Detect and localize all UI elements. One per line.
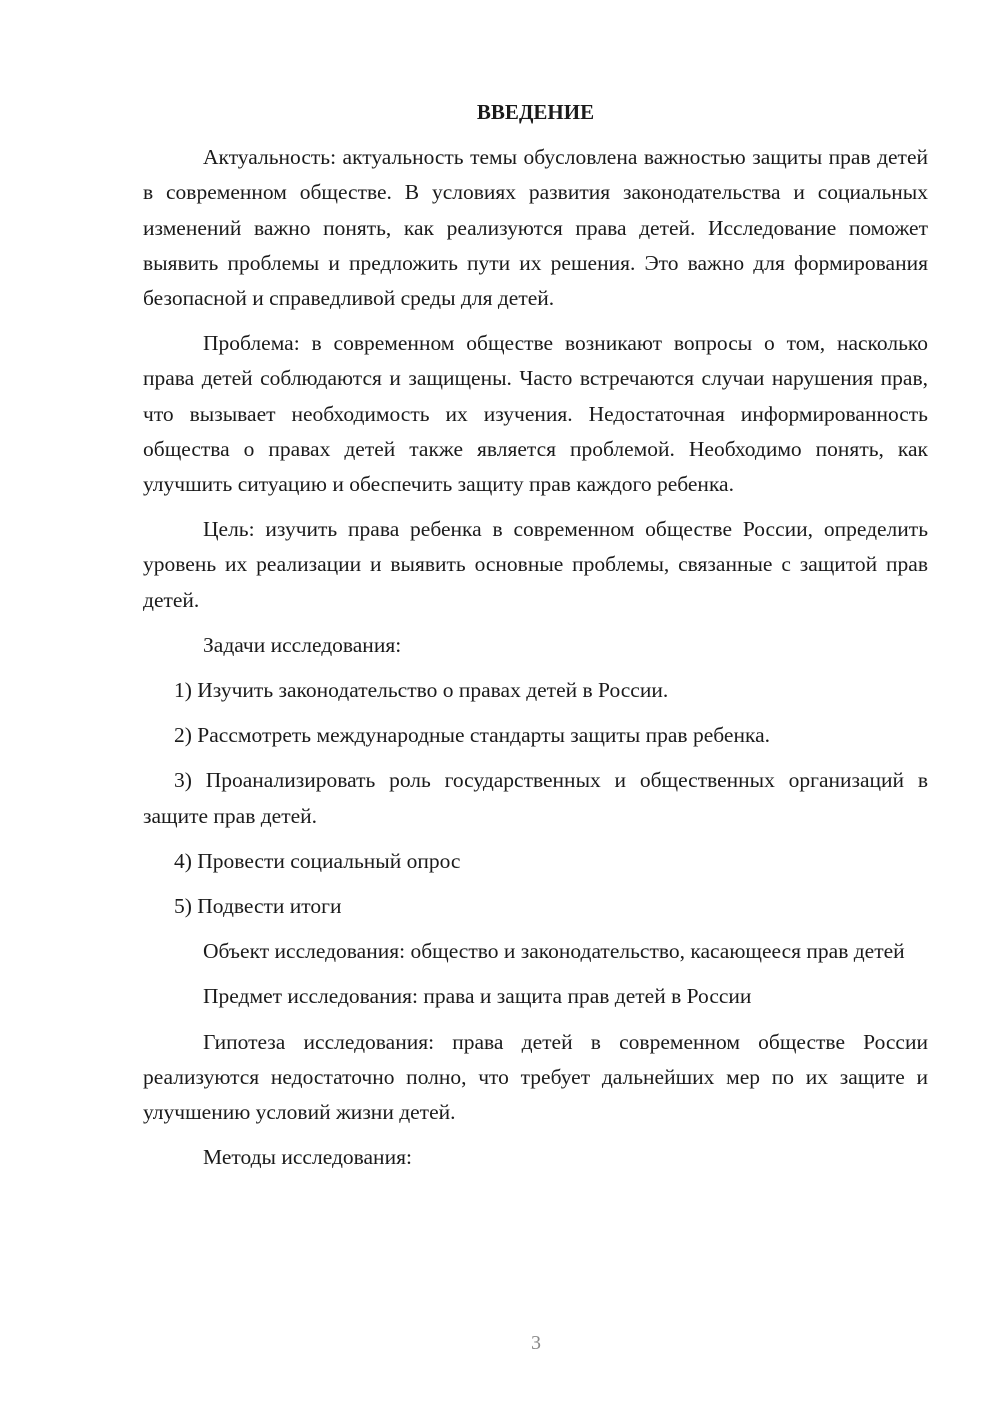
tasks-heading: Задачи исследования: xyxy=(203,632,402,657)
task-item-5: 5) Подвести итоги xyxy=(174,894,342,919)
problem-paragraph: Проблема: в современном обществе возникают вопросы о том, насколько права детей соблюдаются и защищены. Часто встречаются случаи нарушения прав, что вызывает необходимость их изучения. Недостаточная информированность общества о правах детей также является проблемой. Необходимо понять, как улучшить ситуацию и обеспечить защиту прав каждого ребенка. xyxy=(143,331,928,497)
document-body xyxy=(143,95,928,1185)
task-item-3: 3) Проанализировать роль государственных и общественных организаций в защите прав детей. xyxy=(143,768,928,828)
methods-heading: Методы исследования: xyxy=(203,1145,412,1170)
relevance-paragraph: Актуальность: актуальность темы обусловлена важностью защиты прав детей в современном обществе. В условиях развития законодательства и социальных изменений важно понять, как реализуются права детей. Исследование поможет выявить проблемы и предложить пути их решения. Это важно для формирования безопасной и справедливой среды для детей. xyxy=(143,145,928,311)
hypothesis-paragraph: Гипотеза исследования: права детей в современном обществе России реализуются недостаточно полно, что требует дальнейших мер по их защите и улучшению условий жизни детей. xyxy=(143,1029,928,1125)
task-item-2: 2) Рассмотреть международные стандарты защиты прав ребенка. xyxy=(174,723,770,748)
task-item-1: 1) Изучить законодательство о правах детей в России. xyxy=(174,678,669,703)
subject-paragraph: Предмет исследования: права и защита прав детей в России xyxy=(203,984,752,1009)
object-paragraph: Объект исследования: общество и законодательство, касающееся прав детей xyxy=(203,939,905,964)
section-title: ВВЕДЕНИЕ xyxy=(476,100,595,124)
task-item-4: 4) Провести социальный опрос xyxy=(174,848,461,873)
goal-paragraph: Цель: изучить права ребенка в современном обществе России, определить уровень их реализации и выявить основные проблемы, связанные с защитой прав детей. xyxy=(143,517,928,612)
page-number: 3 xyxy=(531,1332,541,1354)
